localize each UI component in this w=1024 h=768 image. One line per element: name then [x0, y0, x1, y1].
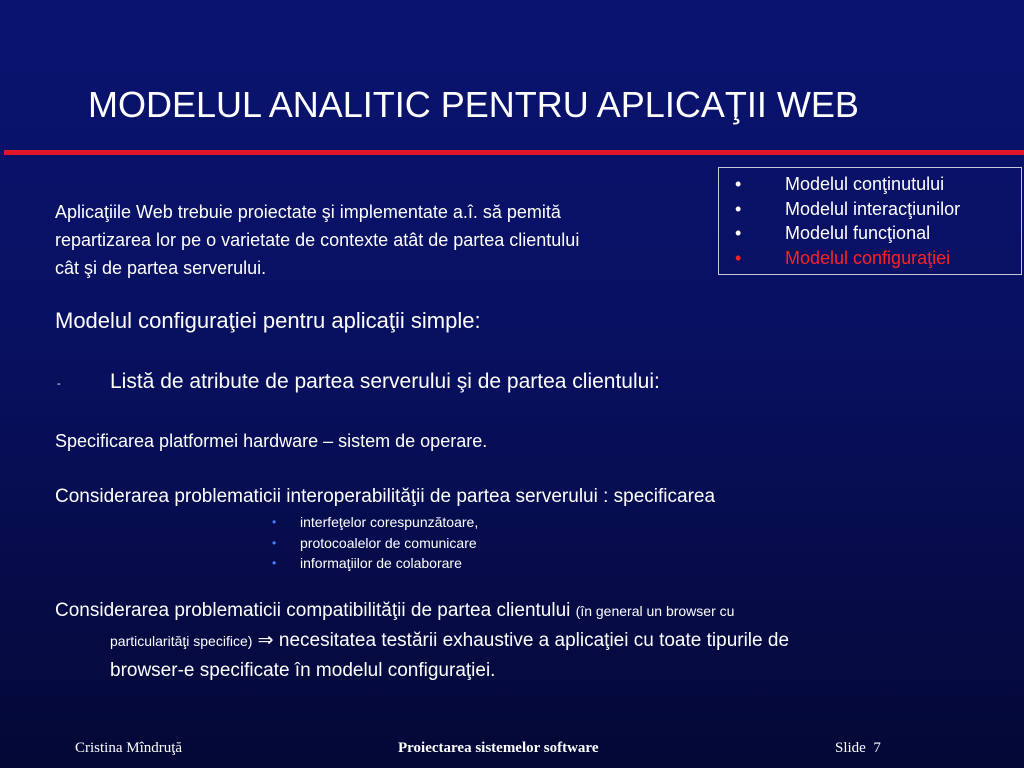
topic-label: Modelul funcţional [785, 223, 931, 243]
bullet-icon: • [735, 174, 742, 194]
interop-line: Considerarea problematicii interoperabilităţii de partea serverului : specificarea [55, 486, 716, 507]
intro-line: repartizarea lor pe o varietate de contexte atât de partea clientului [55, 230, 580, 250]
dash-bullet-icon: - [57, 378, 61, 390]
slide-title: MODELUL ANALITIC PENTRU APLICAŢII WEB [88, 84, 859, 125]
intro-paragraph [55, 198, 735, 282]
footer-author: Cristina Mîndruţă [75, 740, 183, 756]
title-divider [4, 150, 1024, 155]
list-item-label: protocoalelor de comunicare [300, 534, 477, 551]
list-item [270, 553, 478, 574]
topic-item [729, 172, 1021, 197]
topic-label: Modelul interacţiunilor [785, 198, 961, 219]
topic-item [729, 221, 1021, 246]
topic-label: Modelul conţinutului [785, 174, 945, 194]
slide-number: 7 [873, 740, 881, 756]
compat-last: browser-e specificate în modelul configuraţiei. [110, 660, 496, 681]
compat-line [55, 626, 955, 656]
intro-line: cât şi de partea serverului. [55, 258, 267, 278]
list-item [270, 533, 478, 554]
topics-box [718, 167, 1022, 275]
platform-line: Specificarea platformei hardware – sistem de operare. [55, 431, 488, 451]
bullet-icon: • [735, 223, 742, 243]
intro-line: Aplicaţiile Web trebuie proiectate şi implementate a.î. să pemită [55, 202, 561, 222]
config-heading: Modelul configuraţiei pentru aplicaţii simple: [55, 308, 481, 333]
compat-paragraph [55, 596, 955, 686]
bullet-icon: • [735, 247, 742, 268]
list-item [270, 512, 478, 533]
bullet-icon: • [272, 535, 277, 550]
bullet-icon: • [272, 515, 277, 529]
topic-item [729, 197, 1021, 222]
topic-label-active: Modelul configuraţiei [785, 247, 951, 268]
list-item-label: informaţiilor de colaborare [300, 555, 462, 571]
attributes-line: Listă de atribute de partea serverului şi de partea clientului: [110, 370, 660, 393]
slide-label: Slide [835, 740, 866, 756]
bullet-icon: • [735, 198, 742, 219]
interop-list [270, 512, 478, 574]
compat-note: particularităţi specifice) [110, 633, 253, 649]
footer-course: Proiectarea sistemelor software [398, 740, 599, 756]
list-item-label: interfeţelor corespunzătoare, [300, 514, 479, 530]
implies-arrow-icon: ⇒ [257, 630, 274, 651]
bullet-icon: • [272, 556, 277, 570]
compat-note: (în general un browser cu [575, 603, 735, 619]
footer-slide-number [835, 740, 881, 757]
compat-main: Considerarea problematicii compatibilităţii de partea clientului [55, 600, 571, 621]
topic-item-active [729, 246, 1021, 271]
compat-rest: necesitatea testării exhaustive a aplicaţiei cu toate tipurile de [278, 630, 790, 651]
compat-line [55, 596, 955, 626]
